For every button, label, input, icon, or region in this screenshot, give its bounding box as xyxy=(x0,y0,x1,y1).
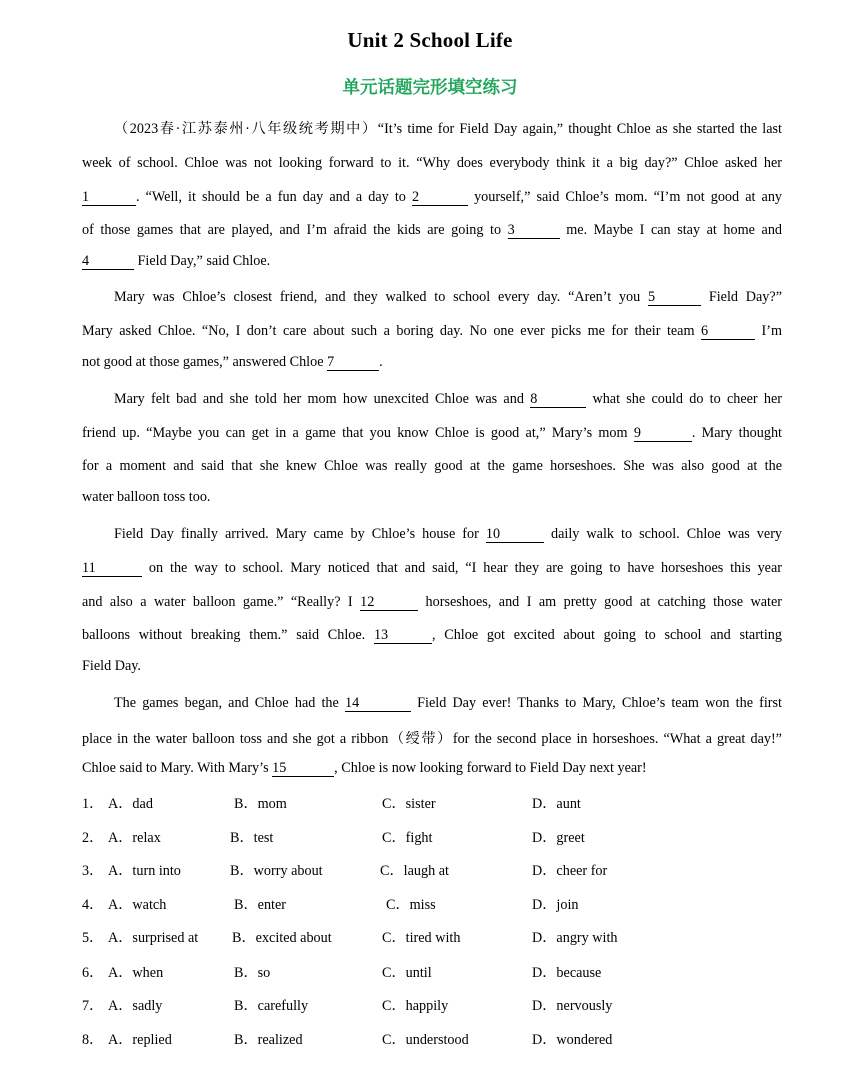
blank-3[interactable]: 3 xyxy=(508,223,560,239)
blank-1[interactable]: 1 xyxy=(82,190,136,206)
option-a[interactable]: A．surprised at xyxy=(108,930,199,946)
blank-8[interactable]: 8 xyxy=(530,392,586,408)
option-d[interactable]: D．wondered xyxy=(532,1032,613,1048)
option-c[interactable]: C．miss xyxy=(386,897,436,913)
question-number: 2． xyxy=(82,830,104,846)
blank-14[interactable]: 14 xyxy=(345,696,411,712)
blank-7[interactable]: 7 xyxy=(327,355,379,371)
option-a[interactable]: A．watch xyxy=(108,897,167,913)
passage-line: friend up. “Maybe you can get in a game that you know Chloe is good at,” Mary’s mom 9 . Mary thought xyxy=(82,425,783,441)
passage-line: 1 . “Well, it should be a fun day and a day to 2 yourself,” said Chloe’s mom. “I’m not good at any xyxy=(82,189,783,205)
option-d[interactable]: D．because xyxy=(532,965,602,981)
passage-line: Mary felt bad and she told her mom how unexcited Chloe was and 8 what she could do to cheer her xyxy=(114,391,783,407)
question-row xyxy=(82,962,782,980)
page-title: Unit 2 School Life xyxy=(347,28,513,52)
passage-line: （2023春·江苏泰州·八年级统考期中）“It’s time for Field Day again,” thought Chloe as she started the last xyxy=(82,118,782,138)
passage-line: Chloe said to Mary. With Mary’s 15 , Chloe is now looking forward to Field Day next year! xyxy=(82,760,647,776)
option-b[interactable]: B．so xyxy=(234,965,271,981)
passage-line: not good at those games,” answered Chloe 7 . xyxy=(82,354,383,370)
question-number: 1． xyxy=(82,796,104,812)
blank-10[interactable]: 10 xyxy=(486,527,544,543)
question-number: 3． xyxy=(82,863,104,879)
option-c[interactable]: C．tired with xyxy=(382,930,461,946)
option-b[interactable]: B．excited about xyxy=(232,930,332,946)
question-number: 4． xyxy=(82,897,104,913)
option-a[interactable]: A．dad xyxy=(108,796,153,812)
option-b[interactable]: B．realized xyxy=(234,1032,303,1048)
question-number: 7． xyxy=(82,998,104,1014)
blank-5[interactable]: 5 xyxy=(648,290,701,306)
option-a[interactable]: A．turn into xyxy=(108,863,181,879)
question-number: 8． xyxy=(82,1032,104,1048)
passage-line: place in the water balloon toss and she got a ribbon（绶带）for the second place in horseshoes. “What a great day!” xyxy=(82,731,782,747)
option-d[interactable]: D．aunt xyxy=(532,796,581,812)
option-a[interactable]: A．sadly xyxy=(108,998,163,1014)
page-subtitle: 单元话题完形填空练习 xyxy=(342,78,518,98)
passage-line: week of school. Chloe was not looking forward to it. “Why does everybody think it a big day?” Chloe asked her xyxy=(82,155,782,171)
option-a[interactable]: A．relax xyxy=(108,830,161,846)
blank-11[interactable]: 11 xyxy=(82,561,142,577)
passage-line: Field Day. xyxy=(82,658,141,674)
blank-2[interactable]: 2 xyxy=(412,190,468,206)
question-number: 6． xyxy=(82,965,104,981)
passage-line: 11 on the way to school. Mary noticed that and said, “I hear they are going to have horseshoes this year xyxy=(82,560,782,576)
option-c[interactable]: C．sister xyxy=(382,796,436,812)
option-b[interactable]: B．mom xyxy=(234,796,287,812)
passage-line: Mary asked Chloe. “No, I don’t care about such a boring day. No one ever picks me for their team 6 I’m xyxy=(82,323,783,339)
option-d[interactable]: D．cheer for xyxy=(532,863,608,879)
option-c[interactable]: C．fight xyxy=(382,830,433,846)
question-row xyxy=(82,860,782,878)
option-d[interactable]: D．angry with xyxy=(532,930,618,946)
passage-line: The games began, and Chloe had the 14 Field Day ever! Thanks to Mary, Chloe’s team won the first xyxy=(114,695,782,711)
passage-line: and also a water balloon game.” “Really? I 12 horseshoes, and I am pretty good at catching those water xyxy=(82,594,782,610)
question-row xyxy=(82,827,782,845)
option-b[interactable]: B．enter xyxy=(234,897,287,913)
option-b[interactable]: B．worry about xyxy=(230,863,323,879)
blank-13[interactable]: 13 xyxy=(374,628,432,644)
blank-12[interactable]: 12 xyxy=(360,595,418,611)
option-c[interactable]: C．happily xyxy=(382,998,449,1014)
passage-line: of those games that are played, and I’m afraid the kids are going to 3 me. Maybe I can stay at home and xyxy=(82,222,783,238)
passage-line: water balloon toss too. xyxy=(82,489,211,505)
blank-9[interactable]: 9 xyxy=(634,426,692,442)
option-d[interactable]: D．join xyxy=(532,897,579,913)
passage-line: balloons without breaking them.” said Chloe. 13 , Chloe got excited about going to school and starting xyxy=(82,627,782,643)
option-d[interactable]: D．nervously xyxy=(532,998,613,1014)
question-number: 5． xyxy=(82,930,104,946)
question-row xyxy=(82,927,782,945)
blank-15[interactable]: 15 xyxy=(272,761,334,777)
blank-6[interactable]: 6 xyxy=(701,324,755,340)
blank-4[interactable]: 4 xyxy=(82,254,134,270)
option-d[interactable]: D．greet xyxy=(532,830,585,846)
option-a[interactable]: A．when xyxy=(108,965,164,981)
question-row xyxy=(82,995,782,1013)
option-c[interactable]: C．until xyxy=(382,965,432,981)
option-b[interactable]: B．carefully xyxy=(234,998,309,1014)
option-c[interactable]: C．understood xyxy=(382,1032,469,1048)
option-c[interactable]: C．laugh at xyxy=(380,863,449,879)
source-note: （2023春·江苏泰州·八年级统考期中） xyxy=(114,121,378,137)
question-row xyxy=(82,1029,782,1047)
question-row xyxy=(82,894,782,912)
option-a[interactable]: A．replied xyxy=(108,1032,172,1048)
passage-line: 4 Field Day,” said Chloe. xyxy=(82,253,271,269)
passage-line: Mary was Chloe’s closest friend, and they walked to school every day. “Aren’t you 5 Field Day?” xyxy=(114,289,782,305)
passage-line: for a moment and said that she knew Chloe was really good at the game horseshoes. She was also good at the xyxy=(82,458,782,474)
passage-line: Field Day finally arrived. Mary came by Chloe’s house for 10 daily walk to school. Chloe was very xyxy=(114,526,783,542)
option-b[interactable]: B．test xyxy=(230,830,274,846)
question-row xyxy=(82,793,782,811)
